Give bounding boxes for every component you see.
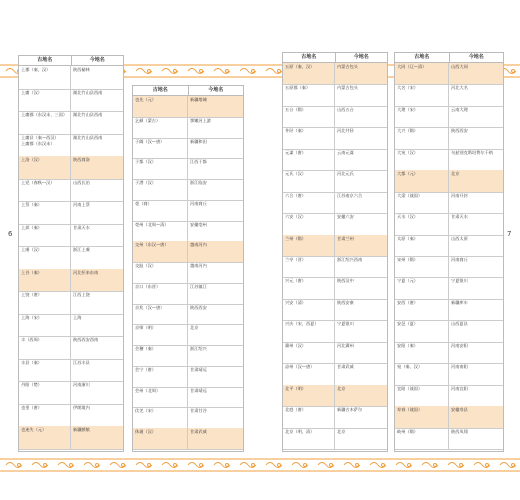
table-row [395, 149, 503, 171]
modern-place-name: 陕西西安西南 [73, 337, 99, 343]
table-row [283, 363, 387, 385]
table-row [283, 320, 387, 342]
table-row [19, 314, 123, 338]
modern-place-name: 陕西汉中 [337, 278, 354, 284]
table-row [395, 127, 503, 149]
old-place-name: 交州（东汉—唐） [133, 241, 188, 262]
old-place-name: 冀州（汉） [283, 342, 335, 363]
table-header [283, 53, 387, 63]
modern-place-name: 北京 [337, 428, 346, 434]
table-row [19, 426, 123, 450]
place-name-table-4 [394, 52, 504, 452]
old-place-name: 上郡（秦、汉） [19, 66, 71, 89]
modern-place-name: 河南上蔡 [73, 202, 90, 208]
old-place-name: 上庸县（秦—西汉） 上庸郡（东汉末） [19, 134, 71, 157]
table-row [133, 324, 243, 346]
modern-place-name: 山西长治 [73, 179, 90, 185]
modern-place-name: 河北元氏 [337, 171, 354, 177]
old-place-name: 上饶（唐） [19, 291, 71, 314]
modern-place-name: 江西上饶 [73, 292, 90, 298]
modern-place-name: 甘肃兰州 [337, 235, 354, 241]
table-row [395, 256, 503, 278]
place-name-table-3 [282, 52, 388, 452]
old-place-name: 大兴（隋） [395, 127, 449, 148]
old-place-name: 大名（宋） [395, 84, 449, 105]
old-place-name: 兴庆（宋、西夏） [283, 320, 335, 341]
modern-place-name: 山西夏县 [451, 321, 468, 327]
table-row [395, 363, 503, 385]
modern-place-name: 陕西凤翔 [451, 428, 468, 434]
old-place-name: 上谷（秦） [19, 269, 71, 292]
table-row [19, 291, 123, 315]
table-row [133, 345, 243, 367]
modern-place-name: 内蒙古包头 [337, 64, 358, 69]
table-row [19, 111, 123, 135]
table-row [19, 336, 123, 360]
old-place-name: 也里（唐） [19, 404, 71, 427]
place-name-table-1 [18, 55, 124, 452]
modern-place-name: 陕西商洛 [73, 157, 90, 163]
table-row [283, 106, 387, 128]
modern-place-name: 新疆和田 [190, 138, 207, 144]
table-header [19, 56, 123, 66]
modern-place-name: 甘肃天水 [451, 214, 468, 220]
old-place-name: 交趾（汉） [133, 262, 188, 283]
modern-place-name: 河南商丘 [190, 200, 207, 206]
header-old-name: 古地名 [19, 56, 72, 65]
modern-place-name: 河南商丘 [451, 257, 468, 262]
old-place-name: 会稽（秦） [133, 345, 188, 366]
old-place-name: 太原（秦） [395, 235, 449, 256]
old-place-name: 宁夏（元） [395, 277, 449, 298]
modern-place-name: 山西五台 [337, 106, 354, 112]
table-row [283, 299, 387, 321]
old-place-name: 上虞（汉） [19, 246, 71, 269]
table-row [395, 192, 503, 214]
table-row [133, 138, 243, 160]
page-number-left: 6 [8, 230, 13, 238]
modern-place-name: 湖北竹山县西南 [73, 134, 103, 140]
old-place-name: 于潜（汉） [133, 179, 188, 200]
header-new-name: 今地名 [468, 54, 484, 60]
modern-place-name: 云南大理 [451, 106, 468, 112]
modern-place-name: 鄂嫩河上游 [190, 117, 211, 123]
table-row [395, 385, 503, 407]
modern-place-name: 河南开封 [451, 192, 468, 198]
table-row [133, 179, 243, 201]
scroll-ornament-icon [0, 458, 520, 472]
bottom-ornament-band [0, 458, 520, 472]
old-place-name: 于都（汉） [133, 158, 188, 179]
table-row [395, 342, 503, 364]
table-header [133, 86, 243, 96]
old-place-name: 元谋（唐） [283, 149, 335, 170]
table-row [19, 201, 123, 225]
old-place-name: 宛（秦、汉） [395, 363, 449, 384]
old-place-name: 宋州（隋） [395, 256, 449, 277]
old-place-name: 于阗（汉—唐） [133, 138, 188, 159]
old-place-name: 会州（北周） [133, 387, 188, 408]
table-row [283, 342, 387, 364]
header-old-name: 古地名 [395, 53, 450, 62]
modern-place-name: 陕西西安 [190, 304, 207, 310]
modern-place-name: 山西太原 [451, 235, 468, 241]
table-row [19, 156, 123, 180]
modern-place-name: 陕西安康 [337, 299, 354, 305]
header-old-name: 古地名 [283, 53, 336, 62]
modern-place-name: 湖北竹山县西南 [73, 112, 103, 118]
table-row [283, 127, 387, 149]
modern-place-name: 甘肃靖远 [190, 366, 207, 372]
table-row [19, 359, 123, 383]
table-row [283, 192, 387, 214]
table-row [133, 304, 243, 326]
modern-place-name: 新疆塔城 [190, 97, 207, 102]
old-place-name: 也迷失（元） [19, 426, 71, 449]
header-old-name: 古地名 [133, 86, 189, 95]
modern-place-name: 湖北竹山县西南 [73, 89, 103, 95]
table-row [133, 241, 243, 263]
table-row [19, 224, 123, 248]
old-place-name: 伏羌（宋） [133, 407, 188, 428]
table-row [133, 283, 243, 305]
table-row [395, 170, 503, 192]
modern-place-name: 浙江上虞 [73, 247, 90, 253]
modern-place-name: 内蒙古包头 [337, 85, 358, 91]
modern-place-name: 伊朗境内 [73, 404, 90, 410]
old-place-name: 寿春（战国） [395, 406, 449, 427]
old-place-name: 井陉（秦） [283, 127, 335, 148]
modern-place-name: 甘肃武威 [190, 429, 207, 435]
modern-place-name: 上海 [73, 314, 82, 320]
table-header [395, 53, 503, 63]
table-row [283, 149, 387, 171]
table-row [283, 385, 387, 407]
old-place-name: 五原（秦、汉） [283, 63, 335, 84]
modern-place-name: 江苏南京六合 [337, 192, 363, 198]
table-row [19, 246, 123, 270]
table-row [283, 84, 387, 106]
modern-place-name: 安徽寿县 [451, 407, 468, 413]
old-place-name: 上庸郡（东汉末、三国） [19, 111, 71, 134]
old-place-name: 休屠（汉） [133, 428, 188, 449]
modern-place-name: 陕西榆林 [73, 67, 90, 72]
old-place-name: 大宛（汉） [395, 149, 449, 170]
modern-place-name: 安徽六安 [337, 214, 354, 220]
old-place-name: 上蔡（秦） [19, 201, 71, 224]
old-place-name: 上邽（秦） [19, 224, 71, 247]
table-row [133, 366, 243, 388]
table-row [133, 117, 243, 139]
table-row [395, 84, 503, 106]
old-place-name: 宜阳（战国） [395, 385, 449, 406]
table-row [19, 179, 123, 203]
modern-place-name: 河南安阳 [451, 342, 468, 348]
old-place-name: 乞颜（蒙古） [133, 117, 188, 138]
old-place-name: 六合（唐） [283, 192, 335, 213]
modern-place-name: 山西大同 [451, 64, 468, 69]
old-place-name: 大梁（战国） [395, 192, 449, 213]
modern-place-name: 陕西西安 [451, 128, 468, 134]
modern-place-name: 新疆额敏 [73, 427, 90, 433]
old-place-name: 丰县（秦） [19, 359, 71, 382]
old-place-name: 兴元（唐） [283, 277, 335, 298]
modern-place-name: 北京 [190, 325, 199, 331]
old-place-name: 岐州（隋） [395, 428, 449, 449]
modern-place-name: 河北怀来东南 [73, 269, 99, 275]
modern-place-name: 宁夏银川 [337, 321, 354, 327]
table-row [19, 89, 123, 113]
table-row [283, 63, 387, 85]
old-place-name: 上洛（汉） [19, 156, 71, 179]
table-row [133, 200, 243, 222]
old-place-name: 丰（西周） [19, 336, 71, 359]
modern-place-name: 安徽亳州 [190, 221, 207, 227]
old-place-name: 北平（明） [283, 385, 335, 406]
modern-place-name: 甘肃武威 [337, 364, 354, 370]
modern-place-name: 乌兹别克斯坦费尔干纳 [451, 149, 493, 155]
table-row [283, 213, 387, 235]
old-place-name: 兰州（隋） [283, 235, 335, 256]
old-place-name: 大理（宋） [395, 106, 449, 127]
table-row [133, 262, 243, 284]
old-place-name: 丹阳（楚） [19, 381, 71, 404]
header-new-name: 今地名 [353, 54, 369, 60]
table-row [19, 134, 123, 158]
modern-place-name: 宁夏银川 [451, 278, 468, 284]
table-row [19, 269, 123, 293]
modern-place-name: 江苏镇江 [190, 283, 207, 289]
old-place-name: 五台（隋） [283, 106, 335, 127]
table-row [283, 170, 387, 192]
table-row [133, 407, 243, 429]
old-place-name: 安西（唐） [395, 299, 449, 320]
old-place-name: 上庸（汉） [19, 89, 71, 112]
modern-place-name: 甘肃靖远 [190, 387, 207, 393]
table-row [19, 66, 123, 90]
table-row [395, 299, 503, 321]
modern-place-name: 越南河内 [190, 242, 207, 248]
modern-place-name: 新疆吉木萨尔 [337, 407, 363, 413]
table-row [395, 213, 503, 235]
table-row [395, 235, 503, 257]
page-number-right: 7 [507, 230, 512, 238]
place-name-table-2 [132, 85, 244, 452]
old-place-name: 六安（汉） [283, 213, 335, 234]
old-place-name: 北庭（唐） [283, 406, 335, 427]
old-place-name: 天水（汉） [395, 213, 449, 234]
old-place-name: 凉州（汉—唐） [283, 363, 335, 384]
old-place-name: 大同（辽—清） [395, 63, 449, 84]
header-new-name: 今地名 [89, 57, 105, 63]
old-place-name: 安邑（夏） [395, 320, 449, 341]
modern-place-name: 浙江绍兴 [190, 346, 207, 352]
old-place-name: 安阳（秦） [395, 342, 449, 363]
modern-place-name: 甘肃甘谷 [190, 408, 207, 414]
table-row [283, 277, 387, 299]
modern-place-name: 甘肃天水 [73, 224, 90, 230]
table-row [395, 106, 503, 128]
table-row [395, 428, 503, 450]
modern-place-name: 河南淅川 [73, 382, 90, 388]
modern-place-name: 江西于都 [190, 159, 207, 165]
table-row [133, 158, 243, 180]
old-place-name: 五原郡（秦） [283, 84, 335, 105]
table-row [395, 277, 503, 299]
old-place-name: 大都（元） [395, 170, 449, 191]
table-row [283, 428, 387, 450]
table-row [395, 406, 503, 428]
table-row [133, 428, 243, 450]
old-place-name: 上党（春秋—汉） [19, 179, 71, 202]
old-place-name: 亳（商） [133, 200, 188, 221]
old-place-name: 也先（元） [133, 96, 188, 117]
old-place-name: 亳州（北周—清） [133, 221, 188, 242]
table-row [133, 221, 243, 243]
modern-place-name: 云南元谋 [337, 149, 354, 155]
modern-place-name: 河北大名 [451, 85, 468, 91]
old-place-name: 兴安（清） [283, 299, 335, 320]
modern-place-name: 河北井陉 [337, 128, 354, 134]
modern-place-name: 江苏丰县 [73, 359, 90, 365]
table-row [283, 406, 387, 428]
table-row [19, 381, 123, 405]
modern-place-name: 越南河内 [190, 263, 207, 269]
modern-place-name: 新疆库车 [451, 299, 468, 305]
modern-place-name: 北京 [451, 171, 460, 177]
old-place-name: 京师（明） [133, 324, 188, 345]
table-row [133, 387, 243, 409]
old-place-name: 兰亭（晋） [283, 256, 335, 277]
table-row [283, 235, 387, 257]
header-new-name: 今地名 [208, 87, 224, 93]
table-row [19, 404, 123, 428]
old-place-name: 会宁（唐） [133, 366, 188, 387]
old-place-name: 京口（东晋） [133, 283, 188, 304]
modern-place-name: 河北冀州 [337, 342, 354, 348]
modern-place-name: 河南南阳 [451, 364, 468, 370]
modern-place-name: 河南宜阳 [451, 385, 468, 391]
modern-place-name: 浙江绍兴西南 [337, 257, 363, 262]
modern-place-name: 浙江临安 [190, 180, 207, 186]
table-row [395, 320, 503, 342]
old-place-name: 元氏（汉） [283, 170, 335, 191]
table-row [395, 63, 503, 85]
modern-place-name: 北京 [337, 385, 346, 391]
table-row [133, 96, 243, 118]
old-place-name: 京兆（汉—唐） [133, 304, 188, 325]
old-place-name: 北京（明、清） [283, 428, 335, 449]
old-place-name: 上海（宋） [19, 314, 71, 337]
table-row [283, 256, 387, 278]
